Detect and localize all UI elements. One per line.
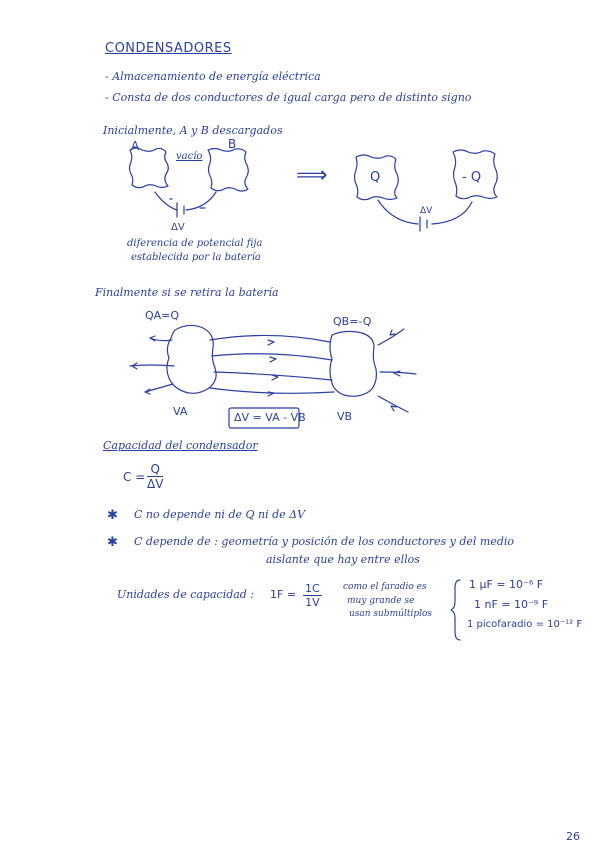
conductor-a-shape <box>130 148 169 188</box>
battery-label-right: ΔV <box>420 206 433 216</box>
charge-q-label: Q <box>370 170 381 185</box>
unit-nanofarad: 1 nF = 10⁻⁹ F <box>474 598 549 611</box>
capacity-note-2-line2: aislante que hay entre ellos <box>266 553 420 566</box>
capacity-denominator: ΔV <box>147 477 164 491</box>
charge-negq-label: - Q <box>462 170 482 185</box>
potential-va-label: VA <box>173 405 188 418</box>
page-number: 26 <box>566 830 580 843</box>
bullet-conductors: - Consta de dos conductores de igual carga pero de distinto signo <box>105 91 472 104</box>
label-a: A <box>131 139 140 153</box>
charge-qb-label: QB=-Q <box>333 315 372 328</box>
page-title: CONDENSADORES <box>105 41 232 56</box>
label-b: B <box>228 137 237 151</box>
capacity-note-2-line1: C depende de : geometría y posición de los conductores y del medio <box>134 535 515 548</box>
battery-caption-1: diferencia de potencial fija <box>127 238 263 249</box>
capacity-heading: Capacidad del condensador <box>103 439 258 452</box>
units-note-3: usan submúltiplos <box>349 609 432 619</box>
potential-vb-label: VB <box>337 410 353 423</box>
delta-v-formula: ΔV = VA - VB <box>234 411 306 424</box>
capacity-fraction <box>147 462 163 491</box>
final-conductor-b-shape <box>330 331 376 396</box>
units-label: Unidades de capacidad : <box>117 588 255 601</box>
unit-picofarad: 1 picofaradio = 10⁻¹² F <box>467 619 583 630</box>
implies-arrow: ⟹ <box>296 163 328 188</box>
capacity-note-1: C no depende ni de Q ni de ΔV <box>134 508 306 521</box>
conductor-b-shape <box>208 149 248 192</box>
vacio-label: vacío <box>176 151 203 162</box>
star-icon: ✱ <box>107 508 118 523</box>
final-text: Finalmente si se retira la batería <box>95 286 279 299</box>
units-note-1: como el faradio es <box>343 582 427 592</box>
final-conductor-a-shape <box>167 325 216 393</box>
bullet-energy: - Almacenamiento de energía eléctrica <box>105 70 321 83</box>
units-fraction <box>303 582 322 609</box>
star-icon: ✱ <box>107 535 118 550</box>
charge-qa-label: QA=Q <box>145 309 180 322</box>
units-eq-left: 1F = <box>270 588 297 601</box>
unit-microfarad: 1 μF = 10⁻⁶ F <box>469 578 544 591</box>
capacity-c-label: C = <box>123 470 146 484</box>
battery-caption-2: establecida por la batería <box>131 252 261 263</box>
initial-text: Inicialmente, A y B descargados <box>103 124 283 137</box>
capacity-numerator: Q <box>147 462 163 477</box>
units-denominator: 1V <box>305 596 320 609</box>
units-note-2: muy grande se <box>347 596 415 606</box>
battery-label-left: ΔV <box>171 222 185 233</box>
units-numerator: 1C <box>305 582 320 595</box>
